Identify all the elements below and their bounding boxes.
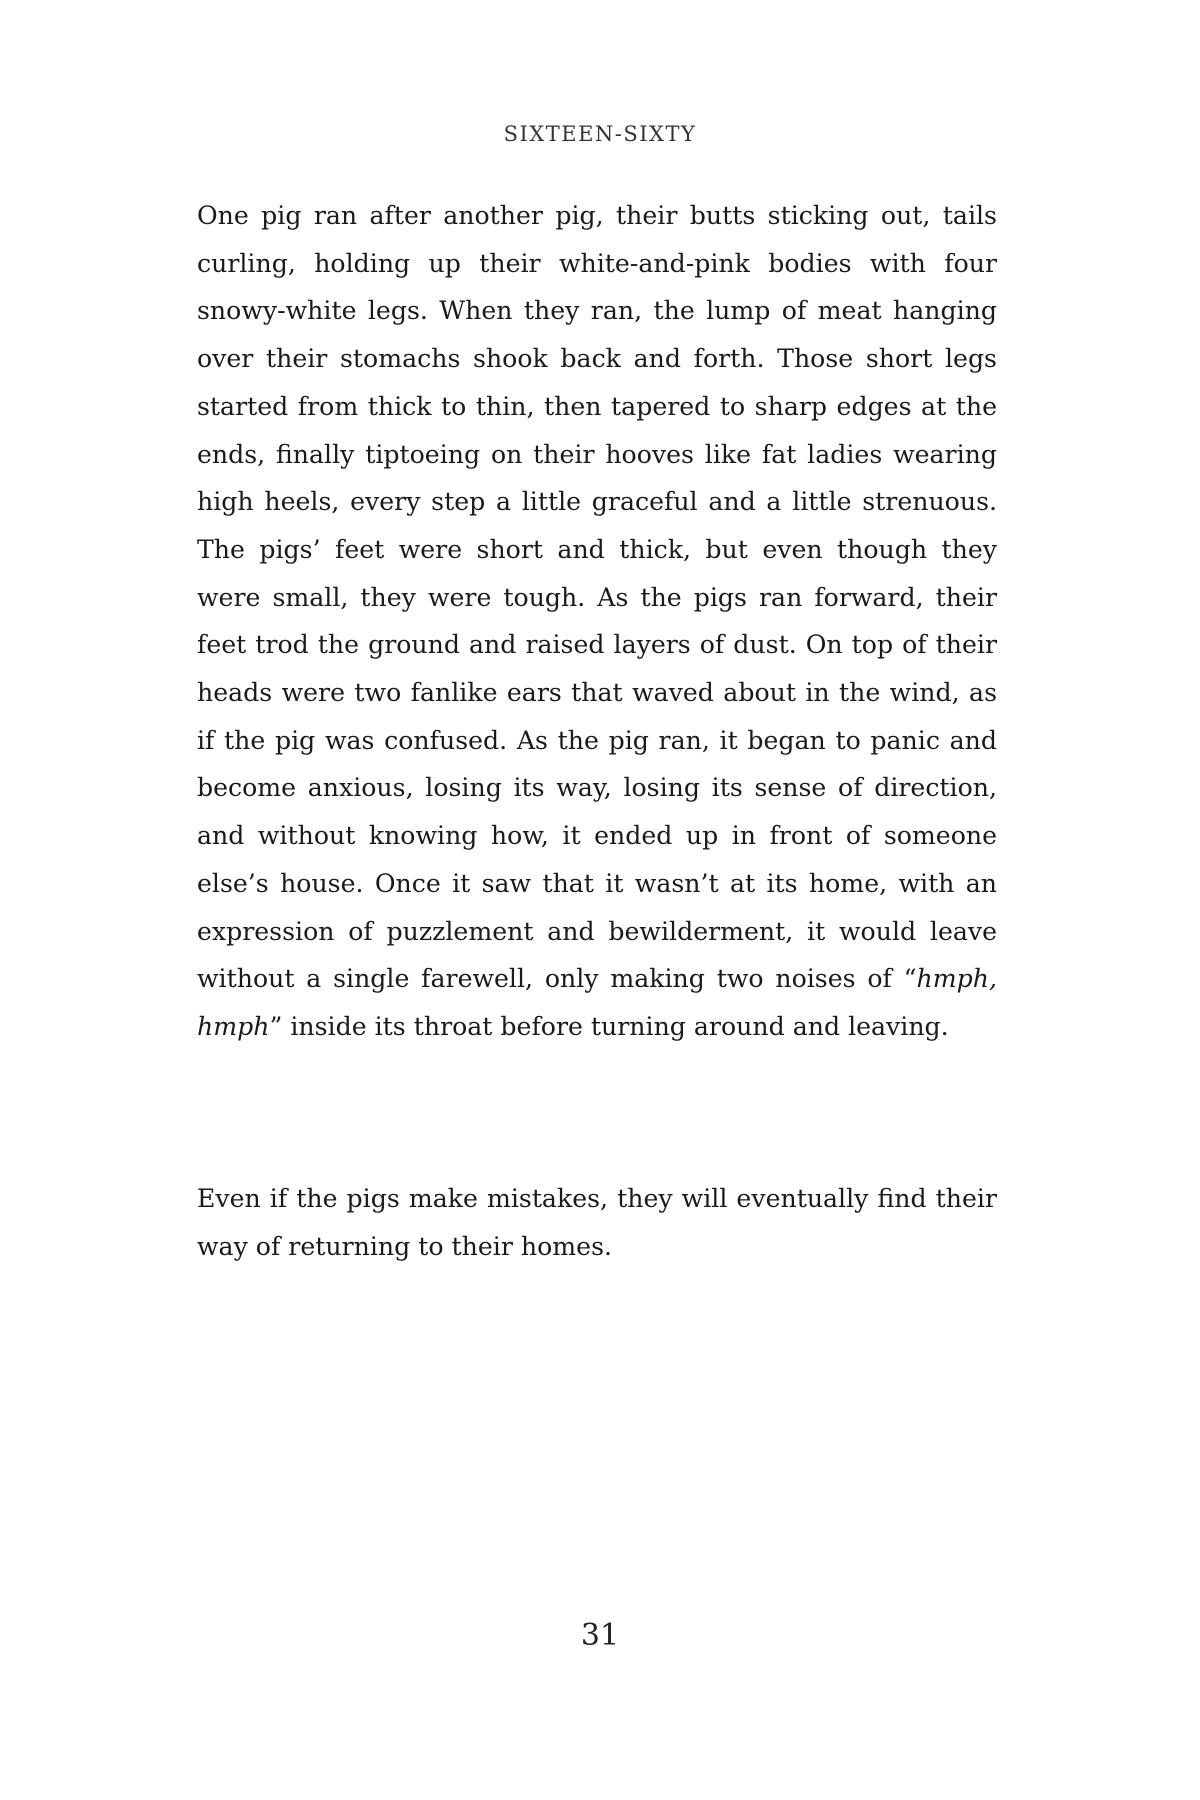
body-paragraph-1 <box>197 192 997 1051</box>
running-head-title: SIXTEEN-SIXTY <box>503 122 697 146</box>
paragraph-1-text: One pig ran after another pig, their butts sticking out, tails curling, holding up their white-and-pink bodies with four snowy-white legs. When they ran, the lump of meat hanging over their stomachs shook back and forth. Those short legs started from thick to thin, then tapered to sharp edges at the ends, finally tiptoeing on their hooves like fat ladies wearing high heels, every step a little graceful and a little strenuous. The pigs’ feet were short and thick, but even though they were small, they were tough. As the pigs ran forward, their feet trod the ground and raised layers of dust. On top of their heads were two fanlike ears that waved about in the wind, as if the pig was confused. As the pig ran, it began to panic and become anxious, losing its way, losing its sense of direction, and without knowing how, it ended up in front of someone else’s house. Once it saw that it wasn’t at its home, with an expression of puzzlement and bewilderment, it would leave without a single farewell, only making two noises of “ <box>197 201 997 994</box>
paragraph-1-italic-sound: hmph, hmph <box>197 964 997 1041</box>
paragraph-1-text-end: ” inside its throat before turning around and leaving. <box>269 1011 949 1041</box>
page-number: 31 <box>580 1618 620 1653</box>
body-paragraph-2: Even if the pigs make mistakes, they will eventually find their way of returning to their homes. <box>197 1184 997 1261</box>
